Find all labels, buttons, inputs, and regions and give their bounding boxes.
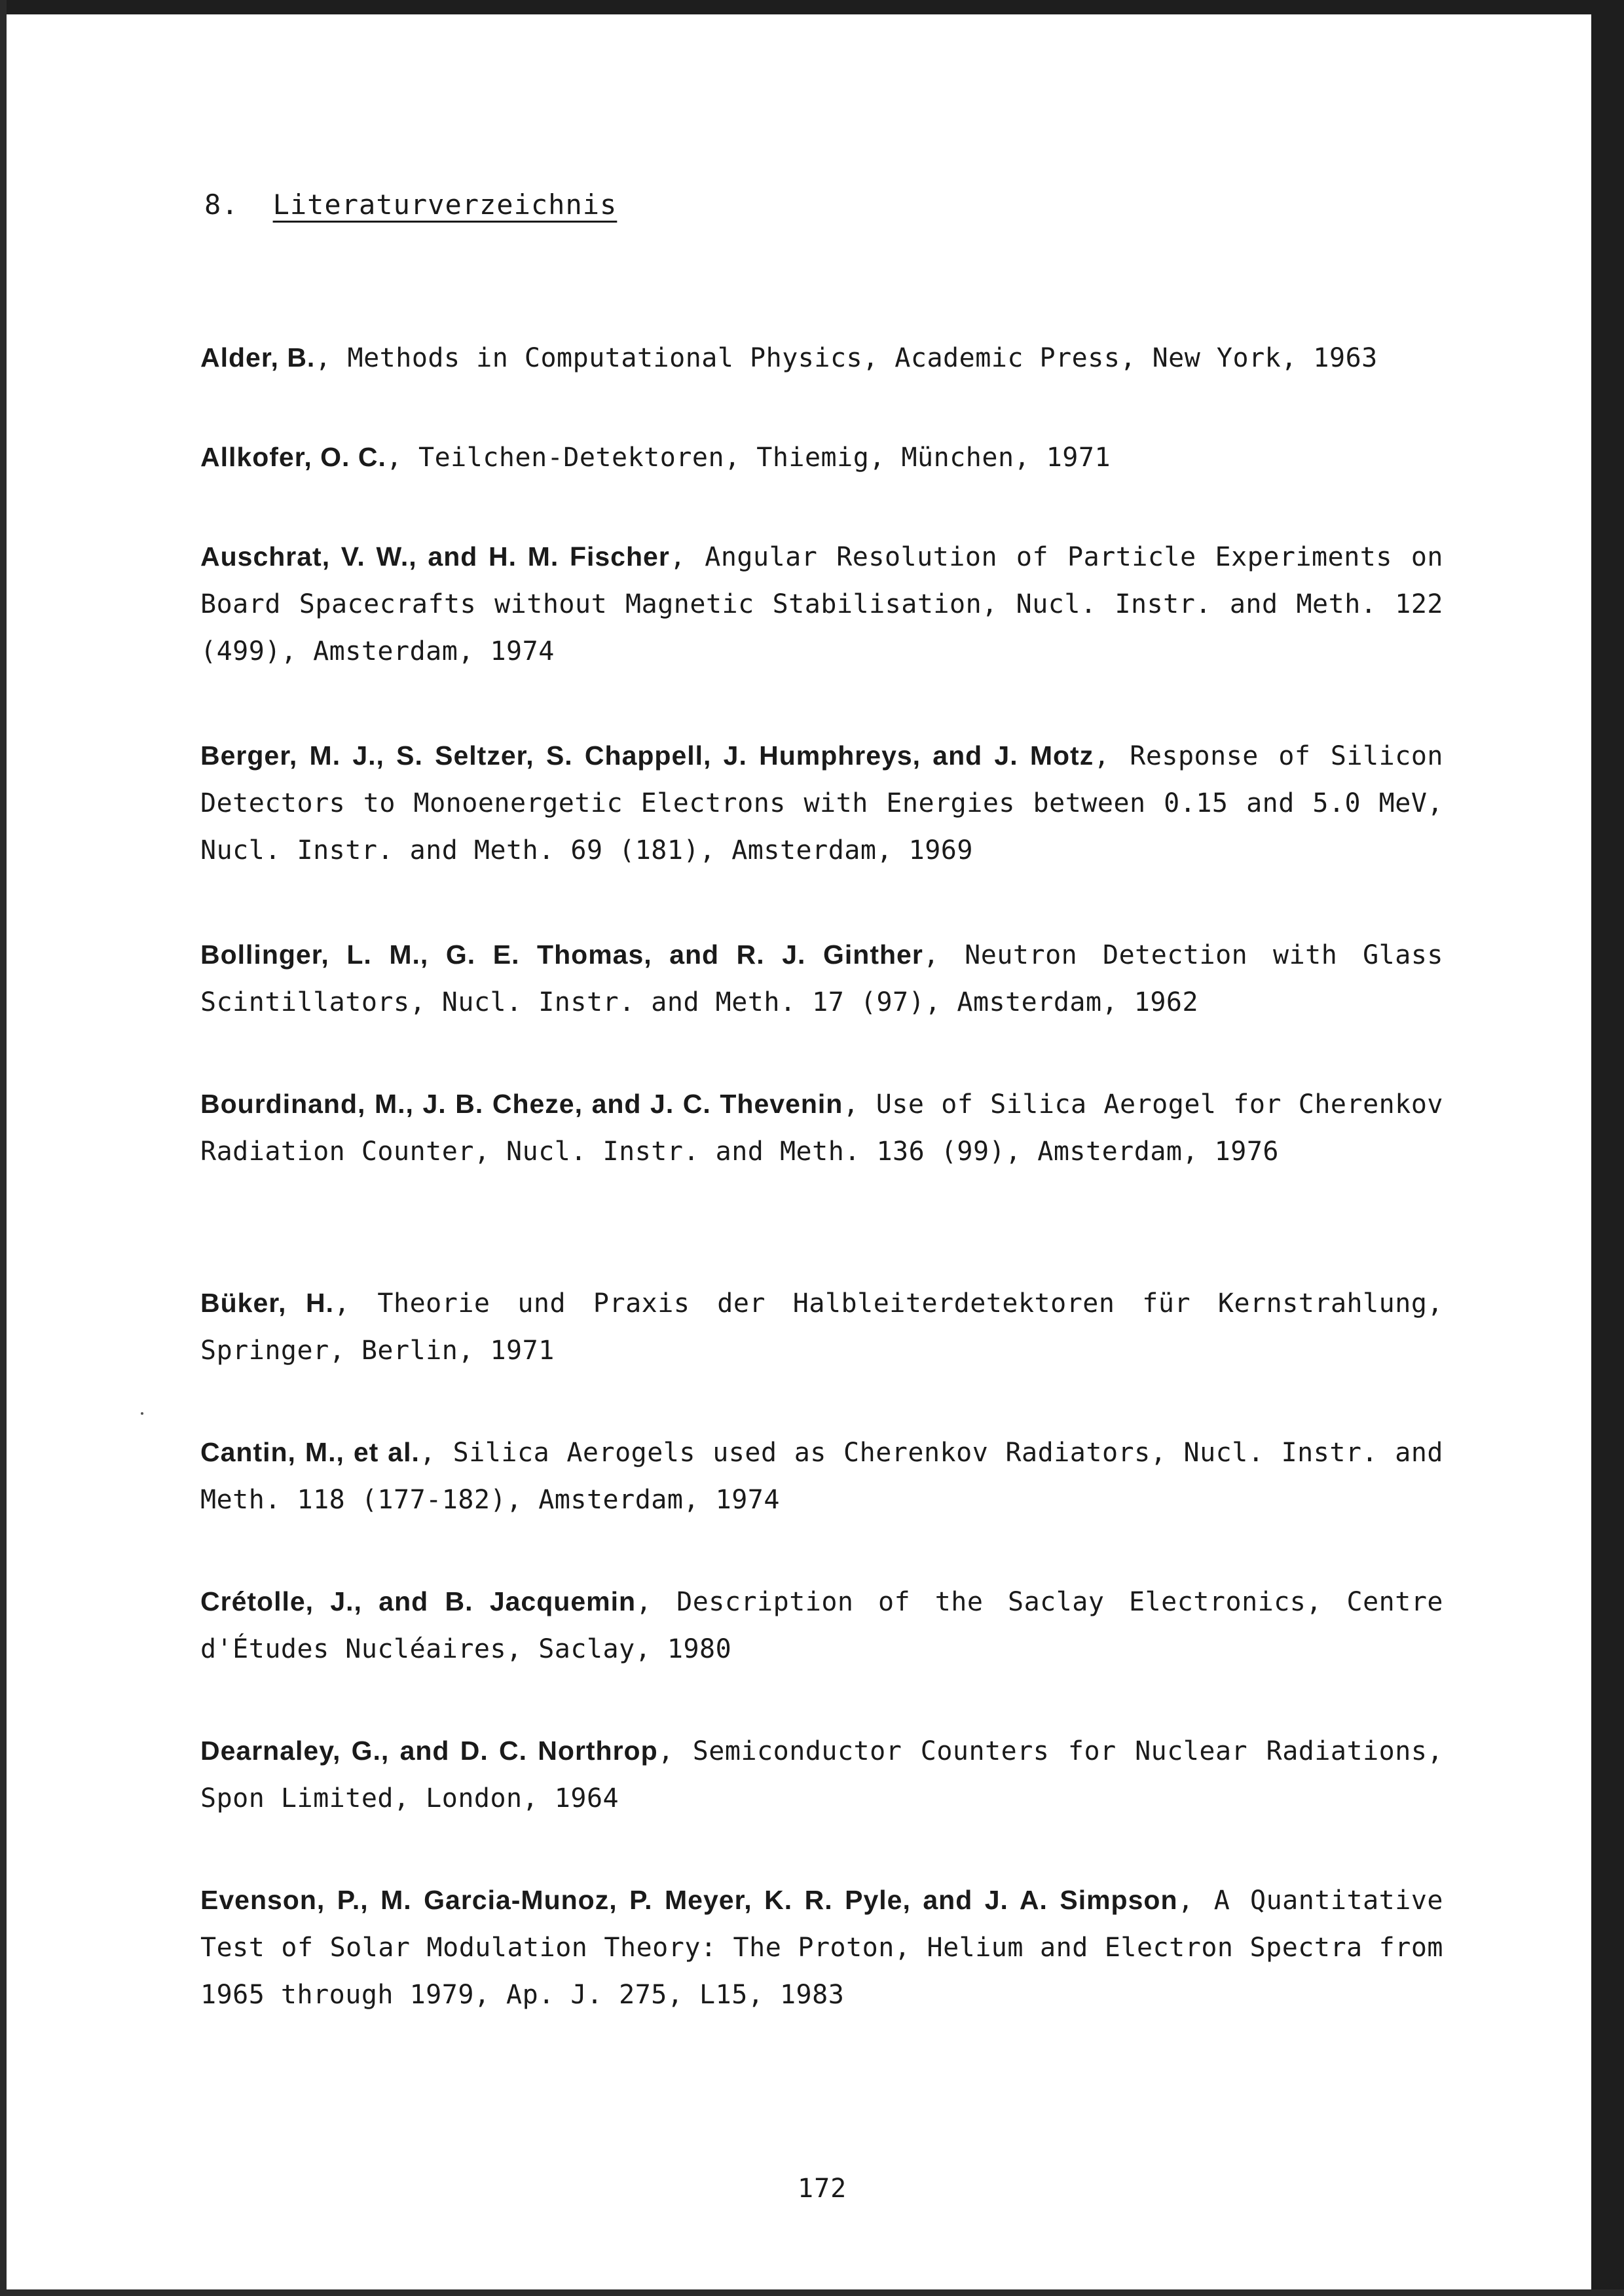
reference-details: , Methods in Computational Physics, Academic Press, New York, 1963 — [315, 343, 1378, 373]
reference-details: , Angular Resolution of Particle Experiments on Board Spacecrafts without Magnetic Stabilisation, Nucl. Instr. and Meth. 122 (499), Amsterdam, 1974 — [200, 542, 1443, 666]
reference-entry — [200, 1429, 1443, 1523]
reference-entry — [200, 1727, 1443, 1822]
section-title: Literaturverzeichnis — [272, 189, 618, 221]
reference-authors: Büker, H. — [200, 1288, 334, 1318]
reference-details: , Semiconductor Counters for Nuclear Radiations, Spon Limited, London, 1964 — [200, 1736, 1444, 1813]
reference-authors: Bourdinand, M., J. B. Cheze, and J. C. Thevenin — [200, 1089, 843, 1119]
reference-details: , Response of Silicon Detectors to Monoenergetic Electrons with Energies between 0.15 and 5.0 MeV, Nucl. Instr. and Meth. 69 (181), Amsterdam, 1969 — [200, 741, 1443, 866]
reference-authors: Allkofer, O. C. — [200, 442, 386, 472]
reference-authors: Alder, B. — [200, 342, 316, 373]
reference-authors: Crétolle, J., and B. Jacquemin — [200, 1586, 637, 1616]
reference-entry — [200, 1279, 1443, 1374]
reference-details: , Description of the Saclay Electronics, Centre d'Études Nucléaires, Saclay, 1980 — [200, 1587, 1443, 1664]
section-number: 8. — [204, 189, 239, 221]
reference-authors: Berger, M. J., S. Seltzer, S. Chappell, J. Humphreys, and J. Motz — [200, 740, 1094, 771]
page-number: 172 — [798, 2174, 847, 2204]
reference-details: , Theorie und Praxis der Halbleiterdetektoren für Kernstrahlung, Springer, Berlin, 1971 — [200, 1288, 1444, 1366]
reference-details: , A Quantitative Test of Solar Modulation Theory: The Proton, Helium and Electron Spectra from 1965 through 1979, Ap. J. 275, L15, 1983 — [200, 1886, 1444, 2010]
scan-border-bottom — [0, 2289, 1624, 2296]
reference-entry — [200, 334, 1443, 382]
reference-details: , Silica Aerogels used as Cherenkov Radiators, Nucl. Instr. and Meth. 118 (177-182), Amsterdam, 1974 — [200, 1438, 1443, 1515]
reference-details: , Neutron Detection with Glass Scintillators, Nucl. Instr. and Meth. 17 (97), Amsterdam, 1962 — [200, 940, 1443, 1017]
reference-entry — [200, 931, 1443, 1026]
reference-entry — [200, 1876, 1443, 2018]
reference-authors: Cantin, M., et al. — [200, 1437, 420, 1467]
reference-authors: Bollinger, L. M., G. E. Thomas, and R. J. Ginther — [200, 939, 923, 970]
reference-authors: Evenson, P., M. Garcia-Munoz, P. Meyer, K. R. Pyle, and J. A. Simpson — [200, 1885, 1178, 1915]
scan-speck — [141, 1412, 143, 1415]
reference-details: , Teilchen-Detektoren, Thiemig, München, 1971 — [386, 443, 1111, 473]
reference-entry — [200, 1578, 1443, 1673]
reference-authors: Dearnaley, G., and D. C. Northrop — [200, 1736, 658, 1766]
scan-border-right — [1591, 0, 1624, 2296]
reference-entry — [200, 1080, 1443, 1175]
scan-border-top — [0, 0, 1624, 14]
reference-entry — [200, 533, 1443, 675]
reference-entry — [200, 433, 1443, 481]
scan-border-left — [0, 0, 7, 2296]
section-heading — [204, 189, 617, 221]
reference-details: , Use of Silica Aerogel for Cherenkov Radiation Counter, Nucl. Instr. and Meth. 136 (99), Amsterdam, 1976 — [200, 1089, 1443, 1167]
reference-entry — [200, 732, 1443, 874]
reference-authors: Auschrat, V. W., and H. M. Fischer — [200, 541, 670, 572]
